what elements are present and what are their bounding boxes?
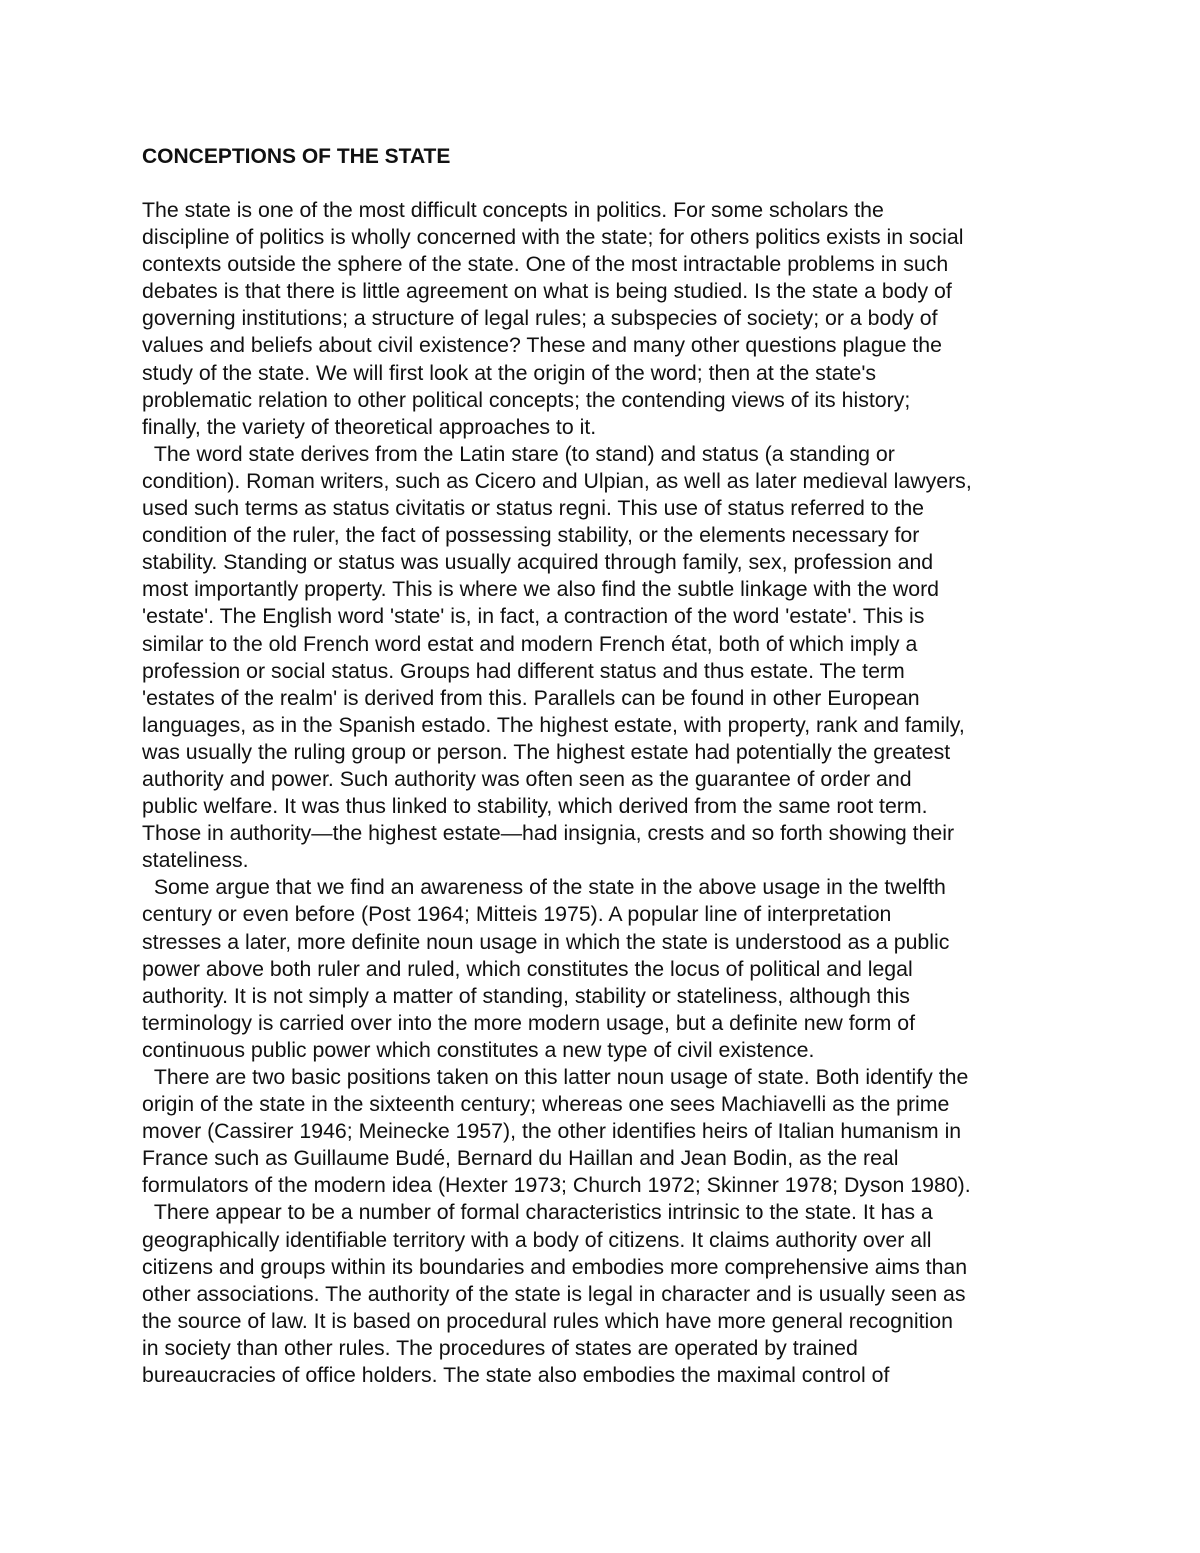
text-line: used such terms as status civitatis or status regni. This use of status referred to the bbox=[142, 496, 925, 521]
text-line: condition). Roman writers, such as Cicero and Ulpian, as well as later medieval lawyers, bbox=[142, 468, 972, 493]
text-line: most importantly property. This is where we also find the subtle linkage with the word bbox=[142, 577, 940, 602]
text-line: mover (Cassirer 1946; Meinecke 1957), the other identifies heirs of Italian humanism in bbox=[142, 1119, 962, 1144]
text-line: Some argue that we find an awareness of the state in the above usage in the twelfth bbox=[142, 875, 946, 900]
text-line: discipline of politics is wholly concerned with the state; for others politics exists in social bbox=[142, 225, 964, 250]
text-line: authority and power. Such authority was often seen as the guarantee of order and bbox=[142, 766, 912, 791]
text-line: continuous public power which constitutes a new type of civil existence. bbox=[142, 1037, 815, 1062]
text-line: stateliness. bbox=[142, 848, 249, 873]
text-line: stresses a later, more definite noun usage in which the state is understood as a public bbox=[142, 929, 950, 954]
text-line: 'estate'. The English word 'state' is, in fact, a contraction of the word 'estate'. This is bbox=[142, 604, 925, 629]
text-line: in society than other rules. The procedures of states are operated by trained bbox=[142, 1335, 858, 1360]
document-title: CONCEPTIONS OF THE STATE bbox=[142, 145, 451, 168]
text-line: condition of the ruler, the fact of possessing stability, or the elements necessary for bbox=[142, 523, 920, 548]
text-line: The word state derives from the Latin stare (to stand) and status (a standing or bbox=[142, 441, 895, 466]
document-body bbox=[142, 143, 1070, 1389]
text-line: bureaucracies of office holders. The state also embodies the maximal control of bbox=[142, 1363, 890, 1388]
text-line: origin of the state in the sixteenth century; whereas one sees Machiavelli as the prime bbox=[142, 1092, 950, 1117]
text-line: languages, as in the Spanish estado. The highest estate, with property, rank and family, bbox=[142, 712, 965, 737]
text-line: 'estates of the realm' is derived from this. Parallels can be found in other European bbox=[142, 685, 920, 710]
text-line: power above both ruler and ruled, which constitutes the locus of political and legal bbox=[142, 956, 913, 981]
text-line: France such as Guillaume Budé, Bernard du Haillan and Jean Bodin, as the real bbox=[142, 1146, 899, 1171]
text-line: similar to the old French word estat and modern French état, both of which imply a bbox=[142, 631, 918, 656]
text-line: citizens and groups within its boundaries and embodies more comprehensive aims than bbox=[142, 1254, 968, 1279]
text-line: profession or social status. Groups had different status and thus estate. The term bbox=[142, 658, 905, 683]
text-line: public welfare. It was thus linked to stability, which derived from the same root term. bbox=[142, 794, 928, 819]
text-line: formulators of the modern idea (Hexter 1973; Church 1972; Skinner 1978; Dyson 1980). bbox=[142, 1173, 971, 1198]
text-line: governing institutions; a structure of legal rules; a subspecies of society; or a body of bbox=[142, 306, 938, 331]
text-line: contexts outside the sphere of the state. One of the most intractable problems in such bbox=[142, 252, 949, 277]
text-line: geographically identifiable territory with a body of citizens. It claims authority over all bbox=[142, 1227, 932, 1252]
text-line: There appear to be a number of formal characteristics intrinsic to the state. It has a bbox=[142, 1200, 933, 1225]
text-line: debates is that there is little agreement on what is being studied. Is the state a body of bbox=[142, 279, 952, 304]
text-line: problematic relation to other political concepts; the contending views of its history; bbox=[142, 387, 911, 412]
text-line: values and beliefs about civil existence? These and many other questions plague the bbox=[142, 333, 942, 358]
text-line: There are two basic positions taken on this latter noun usage of state. Both identify the bbox=[142, 1065, 969, 1089]
text-line: century or even before (Post 1964; Mitteis 1975). A popular line of interpretation bbox=[142, 902, 892, 927]
text-line: the source of law. It is based on procedural rules which have more general recognition bbox=[142, 1308, 953, 1333]
body-text bbox=[142, 197, 1070, 1389]
text-line: finally, the variety of theoretical approaches to it. bbox=[142, 414, 597, 439]
text-line: The state is one of the most difficult concepts in politics. For some scholars the bbox=[142, 198, 884, 222]
text-line: authority. It is not simply a matter of standing, stability or stateliness, although this bbox=[142, 983, 910, 1008]
text-line: stability. Standing or status was usually acquired through family, sex, profession and bbox=[142, 550, 934, 575]
text-line: terminology is carried over into the more modern usage, but a definite new form of bbox=[142, 1010, 915, 1035]
text-line: was usually the ruling group or person. The highest estate had potentially the greatest bbox=[142, 739, 951, 764]
text-line: study of the state. We will first look at the origin of the word; then at the state's bbox=[142, 360, 877, 385]
text-line: other associations. The authority of the state is legal in character and is usually seen as bbox=[142, 1281, 966, 1306]
text-line: Those in authority—the highest estate—had insignia, crests and so forth showing their bbox=[142, 821, 955, 846]
